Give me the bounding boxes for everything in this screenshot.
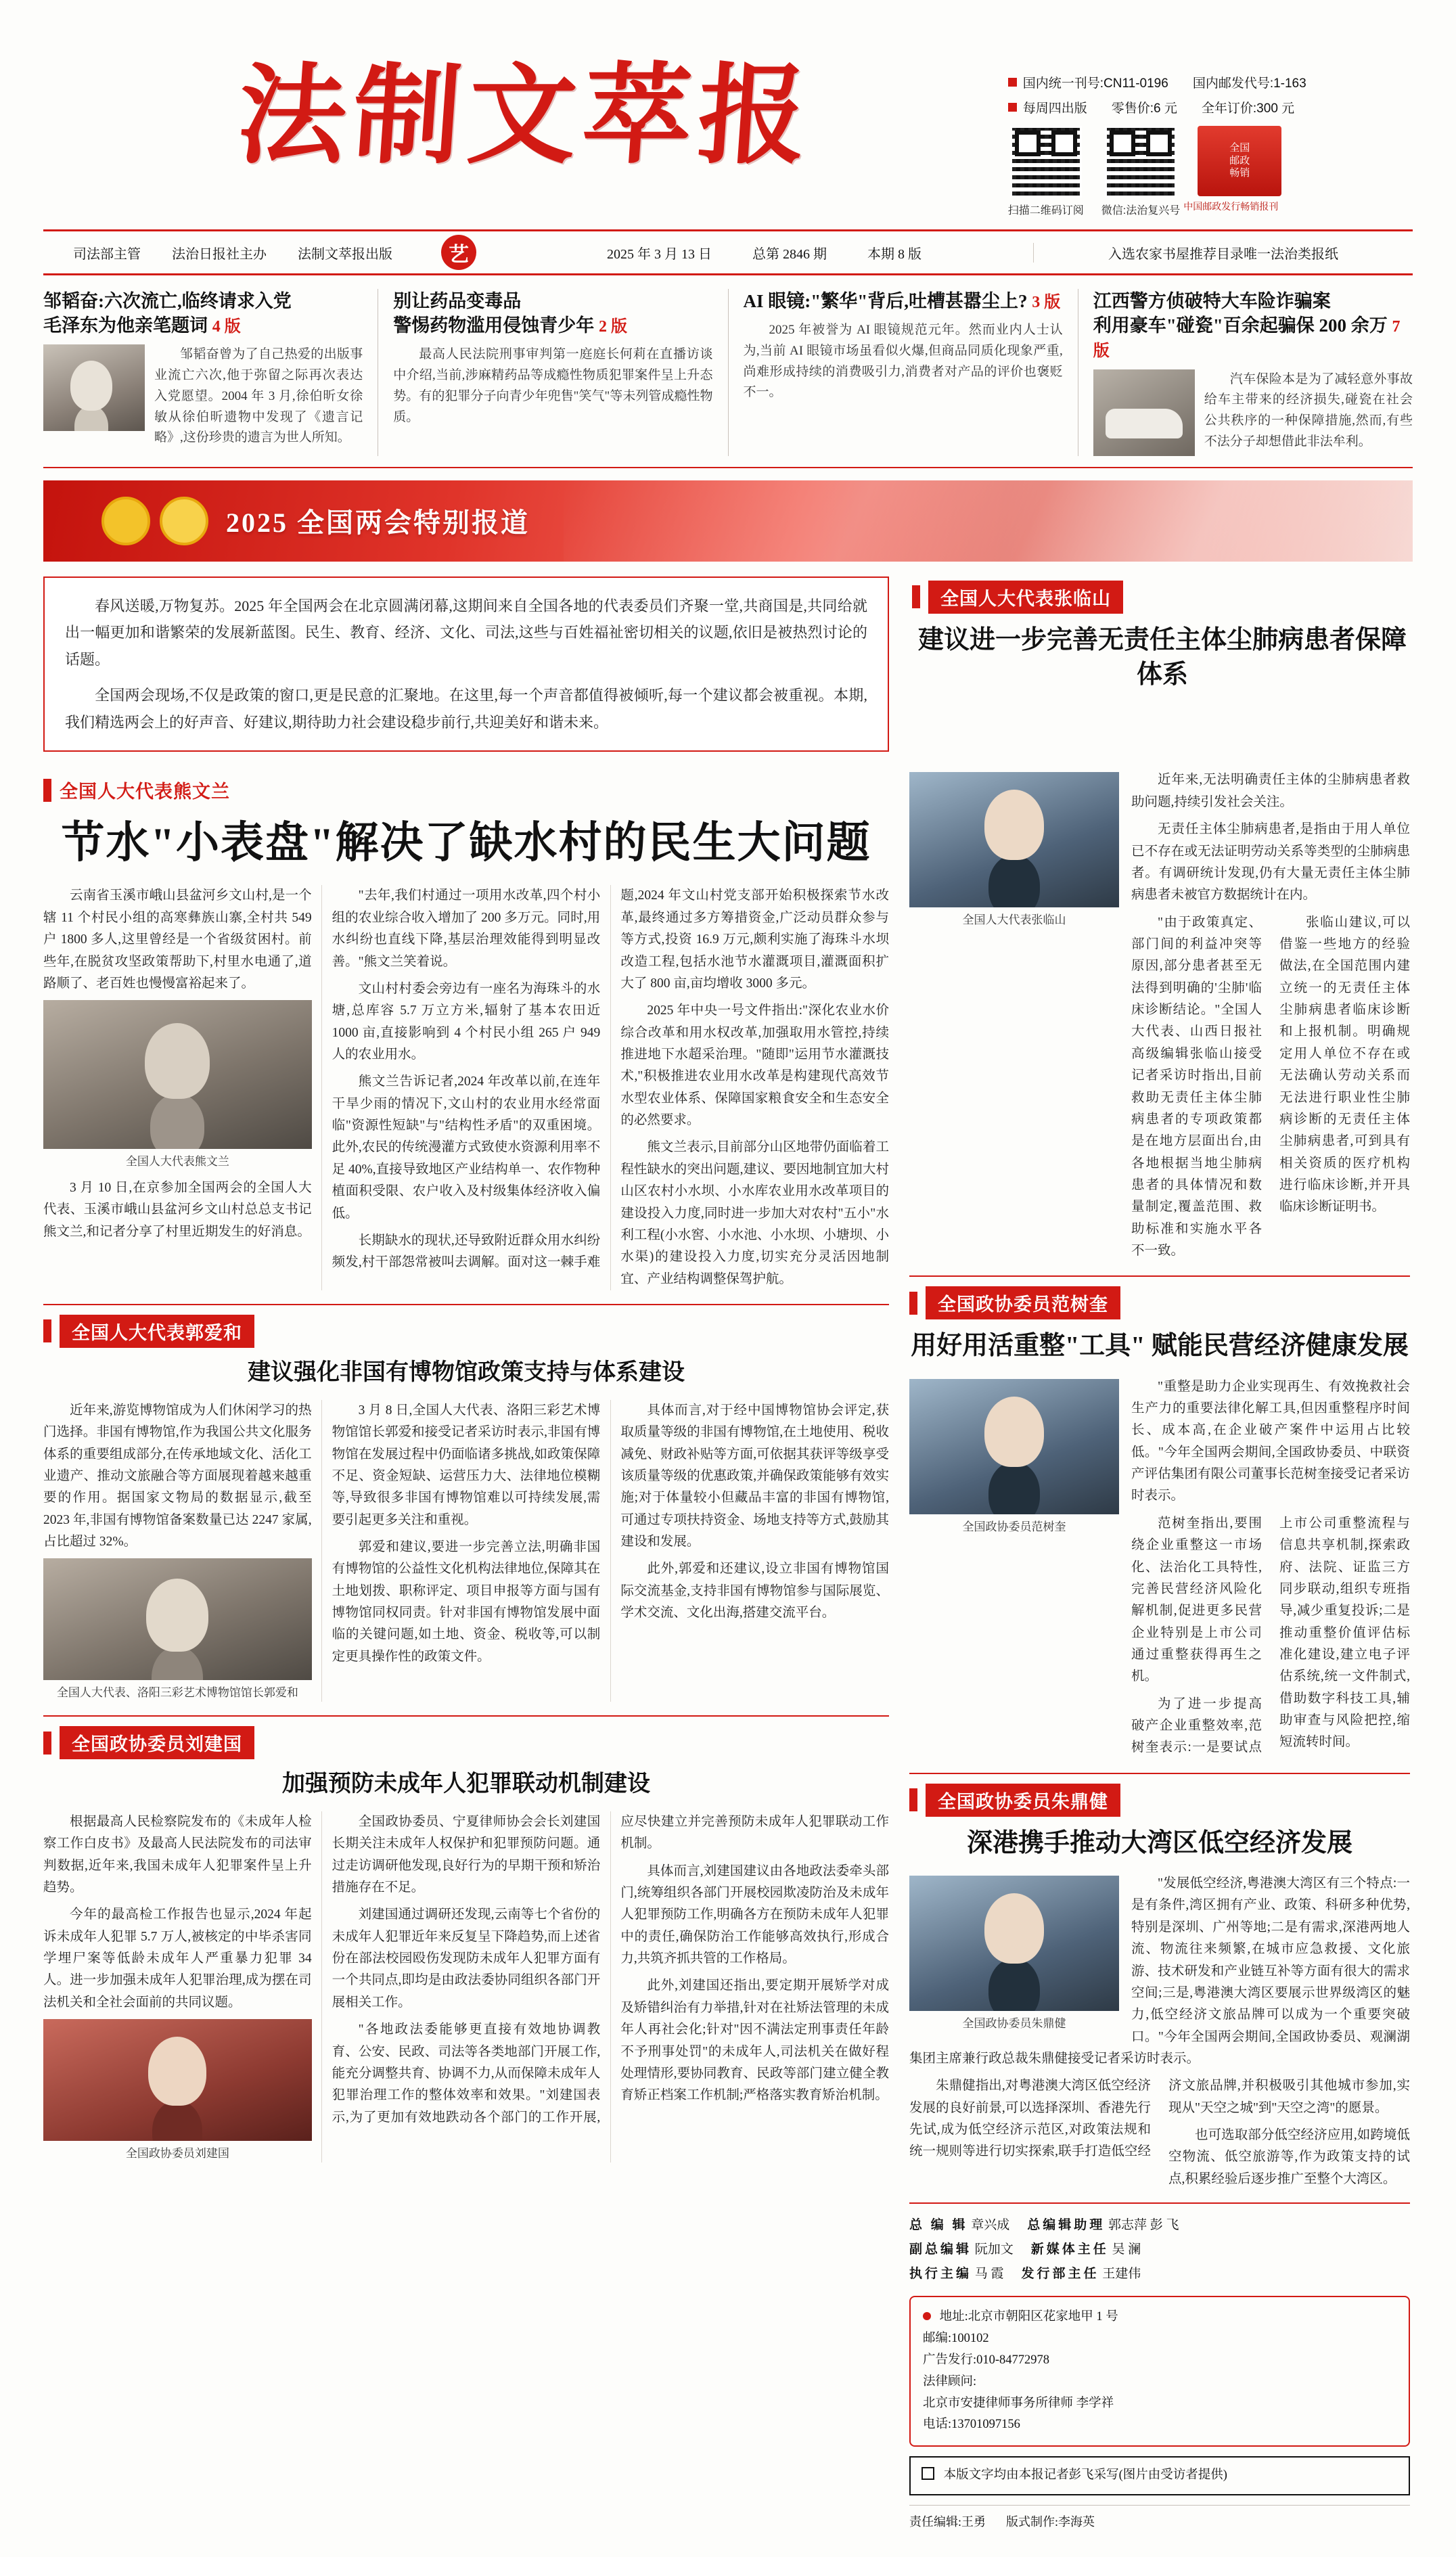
brief-title: [744, 289, 1063, 313]
section-header-zhang: [912, 581, 1413, 614]
brief-subtitle-text: 利用豪车"碰瓷"百余起骗保 200 余万: [1093, 315, 1388, 336]
issue-date: 2025 年 3 月 13 日: [607, 246, 712, 262]
photo-caption: 全国政协委员刘建国: [125, 2147, 229, 2160]
issue-info: [495, 243, 1033, 263]
brief-page-ref[interactable]: 4 版: [212, 318, 241, 336]
staff-role: 发行部主任: [1021, 2267, 1099, 2282]
brief-body: [1093, 369, 1413, 456]
staff-role: 执行主编: [909, 2267, 972, 2282]
paragraph: 近年来,游览博物馆成为人们休闲学习的热门选择。非国有博物馆,作为我国公共文化服务体系的重要组成部分,在传承地域文化、活化工业遗产、推动文旅融合等方面展现着越来越重要的作用。据国家文物局的数据显示,截至 2023 年,非国有博物馆备案数量已达 2247 家属,占比超过 32%。: [43, 1403, 312, 1549]
supervisor-label: 司法部主管: [73, 246, 141, 262]
staff-row: [909, 2213, 1410, 2238]
article-photo: [43, 2019, 312, 2141]
contact-box: [909, 2296, 1410, 2447]
paragraph-group-2col: [1131, 912, 1410, 1263]
article-photo: [909, 1876, 1119, 2011]
brief-title-text: 江西警方侦破特大车险诈骗案: [1093, 291, 1331, 311]
qr-code-icon[interactable]: [1105, 126, 1177, 198]
section-bar-icon: [43, 1732, 51, 1755]
paragraph: 范树奎指出,要围绕企业重整这一市场化、法治化工具特性,完善民营经济风险化解机制,促进更多民营企业特别是上市公司通过重整获得再生之机。: [1131, 1516, 1262, 1684]
postal-code: 国内邮发代号:1-163: [1192, 76, 1306, 91]
paragraph: 近年来,无法明确责任主体的尘肺病患者救助问题,持续引发社会关注。: [1131, 773, 1410, 809]
paragraph: 朱鼎健指出,对粤港澳大湾区低空经济发展的良好前景,可以选择深圳、香港先行先试,成为低空经济示范区,对政策法规和统一规则等进行切实探索,联手打造低空经济文旅品牌,并积极吸引其他城市参加,实现从"天空之城"到"天空之湾"的愿景。: [909, 2079, 1410, 2159]
award-seal-icon: [1198, 126, 1281, 196]
paragraph: "重整是助力企业实现再生、有效挽救社会生产力的重要法律化解工具,但因重整程序时间长、成本高,在企业破产案件中运用占比较低。"今年全国两会期间,全国政协委员、中联资产评估集团有限公司董事长范树奎接受记者采访时表示。: [1131, 1379, 1410, 1503]
section-bar-icon: [43, 779, 51, 802]
brief-title-text: 别让药品变毒品: [393, 291, 522, 311]
article-headline[interactable]: 加强预防未成年人犯罪联动机制建设: [282, 1771, 650, 1797]
section-divider: [909, 1773, 1410, 1774]
article-headline[interactable]: 建议强化非国有博物馆政策支持与体系建设: [248, 1359, 685, 1385]
brief-text: 邹韬奋曾为了自己热爱的出版事业流亡六次,他于弥留之际再次表达入党愿望。2004 年 3 月,徐伯昕女徐敏从徐伯昕遗物中发现了《遗言记略》,这份珍贵的遗言为世人所知。: [154, 347, 363, 445]
annual-price: 全年订价:300 元: [1201, 101, 1295, 116]
article-headline[interactable]: 用好用活重整"工具" 赋能民营经济健康发展: [911, 1332, 1409, 1361]
registration-line-1: [1008, 73, 1413, 91]
top-briefs: [43, 289, 1413, 468]
intro-paragraph-2: 全国两会现场,不仅是政策的窗口,更是民意的汇聚地。在这里,每一个声音都值得被倾听,每一个建议都会被重视。本期,我们精选两会上的好声音、好建议,期待助力社会建设稳步前行,共迎美好和谐未来。: [65, 687, 867, 731]
photo-caption: 全国政协委员范树奎: [962, 1520, 1066, 1533]
brief-item[interactable]: [43, 289, 378, 456]
section-label: 全国政协委员朱鼎健: [926, 1784, 1120, 1817]
bullet-square-icon: [1008, 103, 1017, 112]
bullet-square-icon: [1008, 78, 1017, 87]
article-photo: [909, 1379, 1119, 1514]
section-bar-icon: [909, 1788, 917, 1811]
award-statement: 入选农家书屋推荐目录唯一法治类报纸: [1033, 243, 1413, 263]
brief-photo: [43, 344, 145, 431]
brief-photo: [1093, 369, 1195, 456]
brief-item[interactable]: [378, 289, 728, 456]
sponsor-label: 法治日报社主办: [172, 246, 267, 262]
article-figure: [909, 1876, 1119, 2033]
article-body-guo: [43, 1400, 889, 1702]
section-label: 全国人大代表张临山: [928, 581, 1123, 614]
section-bar-icon: [43, 1319, 51, 1342]
brief-title-text: 邹韬奋:六次流亡,临终请求入党: [43, 291, 292, 311]
paper-logo-icon: 艺: [441, 235, 476, 270]
qr-wechat-caption: 微信:法治复兴号: [1101, 205, 1181, 217]
layout-designer: 版式制作:李海英: [1006, 2514, 1095, 2529]
page-count: 本期 8 版: [867, 246, 922, 262]
paragraph: "各地政法委能够更直接有效地协调教育、公安、民政、司法等各类地部门开展工作,能充分调整共育、协调不力,从而保障未成年人犯罪治理工作的整体效率和效果。"刘建国表示,为了更加有效地跌动各个部门的工作开展,应尽快建立并完善预防未成年人犯罪联动工作机制。: [332, 1814, 889, 2125]
paragraph: 郭爱和建议,要进一步完善立法,明确非国有博物馆的公益性文化机构法律地位,保障其在土地划拨、职称评定、项目申报等方面与国有博物馆同权同责。针对非国有博物馆发展中面临的关键问题,如土地、资金、税收等,可以制定更具操作性的政策文件。: [332, 1540, 601, 1664]
article-figure: [43, 1000, 312, 1171]
paragraph: 为了进一步提高破产企业重整效率,范树奎表示:一是要试点上市公司重整流程与信息共享机制,探索政府、法院、证监三方同步联动,组织专班指导,减少重复投诉;二是推动重整价值评估标准化建设,建立电子评估系统,统一文件制式,借助数字科技工具,辅助审查与风险把控,缩短流转时间。: [1131, 1516, 1410, 1755]
paragraph: 也可选取部分低空经济应用,如跨境低空物流、低空旅游等,作为政策支持的试点,积累经验后逐步推广至整个大湾区。: [1168, 2128, 1410, 2186]
paragraph: 2025 年中央一号文件指出:"深化农业水价综合改革和用水权改革,加强取用水管控,持续推进地下水超采治理。"随即"运用节水灌溉技术,"积极推进农业用水改革是构建现代高效节水型农业体系、保障国家粮食安全和生态安全的必然要求。: [620, 1003, 889, 1128]
legal-counsel-phone[interactable]: 电话:13701097156: [923, 2418, 1020, 2432]
paragraph: 熊文兰告诉记者,2024 年改革以前,在连年干旱少雨的情况下,文山村的农业用水经常面临"资源性短缺"与"结构性矛盾"的双重困境。此外,农民的传统漫灌方式致使水资源利用率不足 40%,直接导致地区产业结构单一、农作物种植面积受限、农户收入及村级集体经济收入偏低。: [332, 1074, 601, 1221]
article-body-liu: [43, 1811, 889, 2163]
article-figure: [43, 1558, 312, 1702]
staff-name: 吴 澜: [1112, 2242, 1141, 2257]
staff-row: [909, 2238, 1410, 2262]
lead-article-body: [43, 885, 889, 1290]
staff-name: 阮加文: [974, 2242, 1014, 2257]
paragraph: 刘建国通过调研还发现,云南等七个省份的未成年人犯罪近年来反复呈下降趋势,而上述省份在部法校园殴伤发现防未成年人犯罪方面有一个共同点,即均是由政法委协同组织各部门开展相关工作。: [332, 1907, 601, 2010]
article-photo: [43, 1558, 312, 1680]
award-seal-text: 全国 邮政 畅销: [1229, 141, 1250, 179]
national-emblem-icon: [101, 497, 150, 545]
photo-caption: 全国人大代表、洛阳三彩艺术博物馆馆长郭爱和: [56, 1686, 298, 1700]
brief-body: [43, 344, 363, 449]
award-caption: 中国邮政发行畅销报刊: [1183, 201, 1279, 212]
section-header-liu: [43, 1726, 889, 1759]
article-photo: [43, 1000, 312, 1149]
lead-article-headline[interactable]: 节水"小表盘"解决了缺水村的民生大问题: [61, 819, 871, 867]
paragraph: 熊文兰表示,目前部分山区地带仍面临着工程性缺水的突出问题,建议、要因地制宜加大村山区农村小水坝、小水库农业用水改革项目的建设投入力度,同时进一步加大对农村"五小"水利工程(小水窖、小水池、小水坝、小塘坝、小水渠)的建设投入力度,切实充分灵活因地制宜、产业结构调整保驾护航。: [620, 1140, 889, 1286]
section-label: 全国人大代表郭爱和: [60, 1315, 254, 1348]
brief-subtitle-text: 警惕药物滥用侵蚀青少年: [393, 315, 595, 336]
brief-text: 最高人民法院刑事审判第一庭庭长何莉在直播访谈中介绍,当前,涉麻精药品等成瘾性物质犯罪案件呈上升态势。有的犯罪分子向青少年兜售"笑气"等未列管成瘾性物质。: [393, 347, 713, 424]
article-headline[interactable]: 深港携手推动大湾区低空经济发展: [966, 1828, 1352, 1857]
brief-page-ref[interactable]: 2 版: [599, 318, 627, 336]
masthead: [43, 32, 1413, 217]
staff-role: 副总编辑: [909, 2242, 972, 2257]
paragraph: 具体而言,对于经中国博物馆协会评定,获取质量等级的非国有博物馆,在土地使用、税收减免、财政补贴等方面,可依据其获评等级享受该质量等级的优惠政策,并确保政策能够有效实施;对于体量较小但藏品丰富的非国有博物馆,可通过专项扶持资金、场地支持等方式,鼓励其建设和发展。: [620, 1403, 889, 1549]
article-figure: [43, 2019, 312, 2163]
staff-row: [909, 2262, 1410, 2286]
article-photo: [909, 772, 1119, 907]
brief-title: [1093, 289, 1413, 363]
staff-role: 总 编 辑: [909, 2218, 968, 2233]
section-header-fan: [909, 1286, 1410, 1319]
article-headline[interactable]: 建议进一步完善无责任主体尘肺病患者保障体系: [917, 625, 1407, 689]
paragraph: 此外,刘建国还指出,要定期开展矫学对成及矫错纠治有力举措,针对在社矫法管理的未成年人再社会化;针对"因不满法定刑事责任年龄不予刑事处罚"的未成年人,司法机关在做好程处理情形,要协同教育、民政等部门建立健全教育矫正档案工作机制;严格落实教育矫治机制。: [620, 1978, 889, 2103]
credit-notice: [909, 2456, 1410, 2495]
brief-item[interactable]: [729, 289, 1078, 456]
colophon-line: [909, 2505, 1410, 2530]
qr-wechat[interactable]: [1101, 126, 1180, 217]
section-divider: [909, 1275, 1410, 1277]
article-figure: [909, 772, 1119, 929]
paragraph: 此外,郭爱和还建议,设立非国有博物馆国际交流基金,支持非国有博物馆参与国际展览、学术交流、文化出海,搭建交流平台。: [620, 1562, 889, 1621]
credit-notice-text: 本版文字均由本报记者彭飞采写(图片由受访者提供): [943, 2468, 1227, 2483]
right-column-head: [912, 576, 1413, 752]
main-content: [43, 769, 1413, 2529]
paragraph-group-2col: [1131, 1513, 1410, 1759]
article-body-fan: [909, 1376, 1410, 1759]
legal-counsel-detail: 北京市安捷律师事务所律师 李学祥: [923, 2396, 1114, 2410]
brief-subtitle-text: 毛泽东为他亲笔题词: [43, 315, 208, 336]
brief-text: 汽车保险本是为了减轻意外事故给车主带来的经济损失,碰瓷在社会公共秩序的一种保障措施,然而,有些不法分子却想借此非法牟利。: [1204, 371, 1413, 449]
article-body-zhu: [909, 1873, 1410, 2190]
address-text: 地址:北京市朝阳区花家地甲 1 号: [939, 2310, 1118, 2324]
qr-subscribe[interactable]: [1008, 126, 1084, 217]
checkbox-icon: [922, 2467, 934, 2480]
qr-subscribe-caption: 扫描二维码订阅: [1007, 205, 1084, 217]
photo-caption: 全国人大代表张临山: [962, 913, 1066, 927]
section-divider: [43, 1715, 889, 1717]
staff-name: 郭志萍 彭 飞: [1108, 2218, 1179, 2233]
right-column: [909, 769, 1410, 2529]
staff-name: 王建伟: [1102, 2267, 1141, 2282]
paragraph: "由于政策真定、部门间的利益冲突等原因,部分患者甚至无法得到明确的'尘肺'临床诊断结论。"全国人大代表、山西日报社高级编辑张临山接受记者采访时指出,目前救助无责任主体尘肺病患者的专项政策都是在地方层面出台,由各地根据当地尘肺病患者的具体情况和数量制定,覆盖范围、救助标准和实施水平各不一致。: [1131, 915, 1262, 1259]
cppcc-emblem-icon: [160, 497, 208, 545]
staff-name: 马 霞: [974, 2267, 1004, 2282]
retail-price: 零售价:6 元: [1111, 101, 1177, 116]
paragraph: "发展低空经济,粤港澳大湾区有三个特点:一是有条件,湾区拥有产业、政策、科研多种优势,特别是深圳、广州等地;二是有需求,深港两地人流、物流往来频繁,在城市应急救援、文化旅游、技术研发和产业链互补等方面有很大的需求空间;三是,粤港澳大湾区要展示世界级湾区的魅力,低空经济文旅品牌可以成为一个重要突破口。"今年全国两会期间,全国政协委员、观澜湖集团主席兼行政总裁朱鼎健接受记者采访时表示。: [909, 1876, 1410, 2066]
contact-address: [923, 2307, 1396, 2328]
section-header-guo: [43, 1315, 889, 1348]
paragraph: 具体而言,刘建国建议由各地政法委牵头部门,统筹组织各部门开展校园欺凌防治及未成年人犯罪预防工作,明确各方在预防未成年人犯罪中的责任,确保防治工作能够高效执行,形成合力,共筑齐抓共管的工作格局。: [620, 1863, 889, 1966]
cn-serial-number: 国内统一刊号:CN11-0196: [1022, 76, 1168, 91]
section-divider: [43, 1304, 889, 1305]
brief-page-ref[interactable]: 7 版: [1093, 318, 1401, 361]
bullet-dot-icon: [923, 2312, 931, 2320]
intro-row: [43, 576, 1413, 752]
section-label: 全国政协委员刘建国: [60, 1726, 254, 1759]
article-figure: [909, 1379, 1119, 1536]
section-label: 全国政协委员范树奎: [926, 1286, 1120, 1319]
paragraph: 文山村村委会旁边有一座名为海珠斗的水塘,总库容 5.7 万立方米,辐射了基本农田近 1000 亩,直接影响到 4 个村民小组 265 户 949 人的农业用水。: [332, 981, 601, 1062]
staff-role: 总编辑助理: [1027, 2218, 1106, 2233]
paragraph: 全国政协委员、宁夏律师协会会长刘建国长期关注未成年人权保护和犯罪预防问题。通过走访调研他发现,良好行为的早期干预和矫治措施存在不足。: [332, 1814, 601, 1895]
paragraph: 张临山建议,可以借鉴一些地方的经验做法,在全国范围内建立统一的无责任主体尘肺病患者临床诊断和上报机制。明确规定用人单位不存在或无法确认劳动关系而无法进行职业性尘肺病诊断的无责任主体尘肺病患者,可到具有相关资质的医疗机构进行临床诊断,并开具临床诊断证明书。: [1279, 915, 1410, 1215]
paragraph: 今年的最高检工作报告也显示,2024 年起诉未成年人犯罪 5.7 万人,被核定的中毕杀害同学埋尸案等低龄未成年人严重暴力犯罪 34 人。进一步加强未成年人犯罪治理,成为摆在司法机关和全社会面前的共同议题。: [43, 1907, 312, 2010]
publisher-info: [43, 243, 422, 263]
brief-item[interactable]: [1078, 289, 1413, 456]
special-report-banner: [43, 480, 1413, 562]
ad-phone-text[interactable]: 广告发行:010-84772978: [923, 2353, 1050, 2368]
info-bar: [43, 229, 1413, 275]
article-body-zhang: [909, 769, 1410, 1262]
qr-code-icon[interactable]: [1010, 126, 1082, 198]
left-column: [43, 769, 889, 2529]
section-bar-icon: [912, 585, 920, 608]
staff-name: 章兴成: [971, 2218, 1010, 2233]
paragraph: 云南省玉溪市峨山县盆河乡文山村,是一个辖 11 个村民小组的高寒彝族山寨,全村共 549 户 1800 多人,这里曾经是一个省级贫困村。前些年,在脱贫攻坚政策帮助下,村里水电通了,道路顺了、老百姓也慢慢富裕起来了。: [43, 888, 312, 991]
intro-paragraph-1: 春风送暖,万物复苏。2025 年全国两会在北京圆满闭幕,这期间来自全国各地的代表委员们齐聚一堂,共商国是,共同给就出一幅更加和谐繁荣的发展新蓝图。民生、教育、经济、文化、司法,这些与百姓福祉密切相关的议题,依旧是被热烈讨论的话题。: [65, 597, 867, 668]
section-header-zhu: [909, 1784, 1410, 1817]
brief-title: [43, 289, 363, 338]
masthead-title-area: [43, 51, 1008, 179]
brief-page-ref[interactable]: 3 版: [1032, 294, 1061, 311]
masthead-staff-box: [909, 2202, 1410, 2286]
brief-title-text: AI 眼镜:"繁华"背后,吐槽甚嚣尘上?: [743, 291, 1028, 311]
qr-code-area: [1008, 126, 1413, 217]
legal-counsel-label: 法律顾问:: [923, 2374, 977, 2389]
photo-caption: 全国人大代表熊文兰: [125, 1155, 229, 1169]
paragraph: 3 月 10 日,在京参加全国两会的全国人大代表、玉溪市峨山县盆河乡文山村总总支书记熊文兰,和记者分享了村里近期发生的好消息。: [43, 1180, 312, 1239]
section-label: 全国人大代表熊文兰: [60, 782, 230, 802]
page-title: 法制文萃报: [233, 51, 818, 179]
publisher-label: 法制文萃报出版: [298, 246, 392, 262]
award-badge: [1180, 126, 1281, 213]
editorial-intro: [43, 576, 889, 752]
issue-number: 总第 2846 期: [752, 246, 827, 262]
postcode-text: 邮编:100102: [923, 2332, 989, 2346]
paragraph: 长期缺水的现状,还导致附近群众用水纠纷频发,村干部怨常被叫去调解。面对这一棘手难题,2024 年文山村党支部开始积极探索节水改革,最终通过多方筹措资金,广泛动员群众参与等方式,投资 16.9 万元,颇利实施了海珠斗水坝改造工程,包括水池节水灌溉项目,灌溉面积扩大了 800 亩,亩均增收 3000 多元。: [332, 888, 889, 1270]
staff-role: 新媒体主任: [1030, 2242, 1109, 2257]
paragraph: 3 月 8 日,全国人大代表、洛阳三彩艺术博物馆馆长郭爱和接受记者采访时表示,非国有博物馆在发展过程中仍面临诸多挑战,如政策保障不足、资金短缺、运营压力大、法律地位模糊等,导致很多非国有博物馆难以可持续发展,需要引起更多关注和重视。: [332, 1403, 601, 1527]
paragraph: 根据最高人民检察院发布的《未成年人检察工作白皮书》及最高人民法院发布的司法审判数据,近年来,我国未成年人犯罪案件呈上升趋势。: [43, 1814, 312, 1895]
paragraph: "去年,我们村通过一项用水改革,四个村小组的农业综合收入增加了 200 多万元。同时,用水纠纷也直线下降,基层治理效能得到明显改善。"熊文兰笑着说。: [332, 888, 601, 969]
brief-text: 2025 年被誉为 AI 眼镜规范元年。然而业内人士认为,当前 AI 眼镜市场虽看似火爆,但商品同质化现象严重,尚难形成持续的消费吸引力,消费者对产品的评价也褒贬不一。: [743, 323, 1063, 400]
responsible-editor: 责任编辑:王勇: [909, 2514, 986, 2529]
section-header-xiong: [43, 773, 889, 807]
banner-title: 2025 全国两会特别报道: [226, 507, 530, 539]
section-bar-icon: [909, 1292, 917, 1315]
paragraph-group-2col: [909, 2075, 1410, 2190]
brief-title: [393, 289, 712, 338]
paragraph: 无责任主体尘肺病患者,是指由于用人单位已不存在或无法证明劳动关系等类型的尘肺病患者。有调研统计发现,仍有大量无责任主体尘肺病患者未被官方数据统计在内。: [1131, 822, 1410, 903]
registration-line-2: [1008, 98, 1413, 116]
photo-caption: 全国政协委员朱鼎健: [962, 2017, 1066, 2031]
masthead-meta: [1008, 58, 1413, 217]
publish-frequency: 每周四出版: [1022, 101, 1087, 116]
